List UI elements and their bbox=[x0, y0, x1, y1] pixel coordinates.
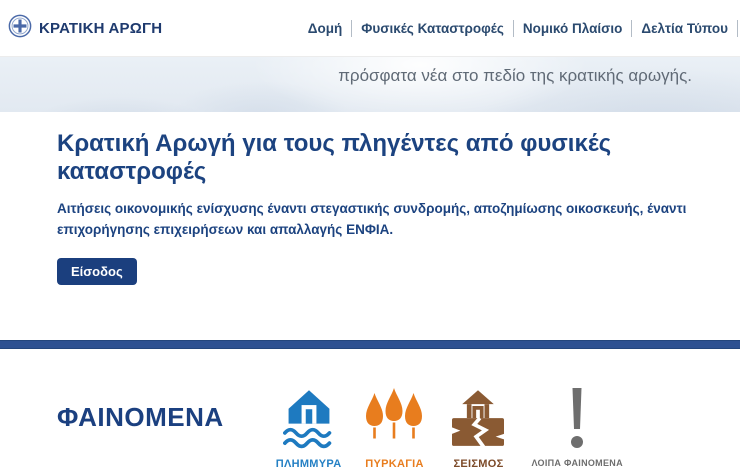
main-nav bbox=[299, 0, 738, 56]
greek-emblem-logo-icon bbox=[8, 14, 32, 43]
fire-icon bbox=[366, 388, 422, 450]
other-phenomena-label: ΛΟΙΠΑ ΦΑΙΝΟΜΕΝΑ bbox=[531, 458, 623, 469]
phenomena-heading: ΦΑΙΝΟΜΕΝΑ bbox=[57, 402, 224, 433]
nav-item-fysikes-katastrofes[interactable]: Φυσικές Καταστροφές bbox=[352, 20, 514, 37]
phenomena-item-earthquake[interactable] bbox=[447, 388, 509, 470]
banner-news-text: πρόσφατα νέα στο πεδίο της κρατικής αρωγής. bbox=[338, 66, 692, 85]
phenomena-section bbox=[0, 349, 740, 470]
earthquake-icon bbox=[452, 388, 504, 450]
nav-item-deltia-typou[interactable]: Δελτία Τύπου bbox=[632, 20, 738, 37]
earthquake-label: ΣΕΙΣΜΟΣ bbox=[453, 458, 504, 471]
login-button[interactable]: Είσοδος bbox=[57, 258, 137, 285]
top-header bbox=[0, 0, 740, 57]
nav-item-nomiko-plaisio[interactable]: Νομικό Πλαίσιο bbox=[514, 20, 632, 37]
fire-label: ΠΥΡΚΑΓΙΑ bbox=[365, 458, 424, 471]
news-banner bbox=[0, 57, 740, 112]
flood-icon bbox=[283, 388, 335, 450]
other-phenomena-icon bbox=[565, 388, 589, 450]
flood-label: ΠΛΗΜΜΥΡΑ bbox=[275, 458, 342, 471]
section-divider bbox=[0, 340, 740, 349]
phenomena-item-other[interactable] bbox=[531, 388, 622, 470]
brand-home-link[interactable] bbox=[8, 14, 162, 43]
phenomena-list bbox=[276, 388, 623, 470]
brand-title: ΚΡΑΤΙΚΗ ΑΡΩΓΗ bbox=[39, 19, 163, 37]
page-title: Κρατική Αρωγή για τους πληγέντες από φυσικές καταστροφές bbox=[57, 130, 612, 185]
nav-item-domi[interactable]: Δομή bbox=[299, 20, 352, 37]
phenomena-item-fire[interactable] bbox=[363, 388, 425, 470]
phenomena-item-flood[interactable] bbox=[276, 388, 342, 470]
hero-section bbox=[0, 112, 740, 285]
hero-description: Αιτήσεις οικονομικής ενίσχυσης έναντι στεγαστικής συνδρομής, αποζημίωσης οικοσκευής, έναντι επιχορήγησης επιχειρήσεων και απαλλαγής ΕΝΦΙΑ. bbox=[57, 201, 687, 238]
